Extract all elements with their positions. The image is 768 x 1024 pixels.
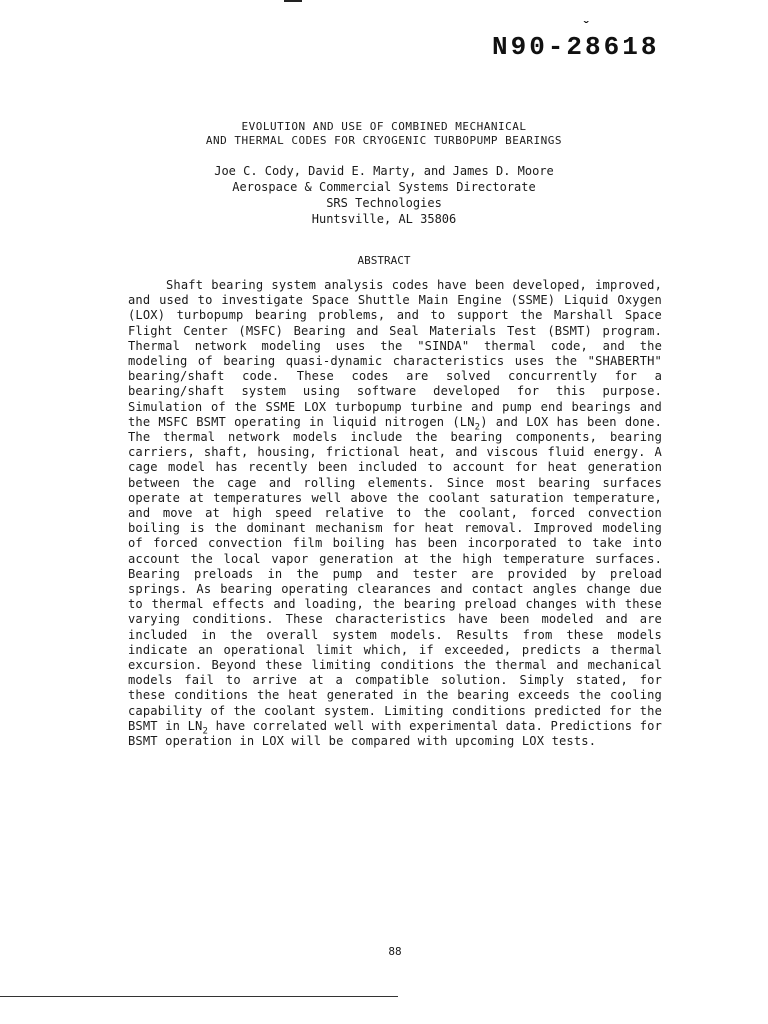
abstract-text-part-3: have correlated well with experimental data. Predictions for BSMT operation in LOX will be compared with upcoming LOX tests. <box>128 718 663 749</box>
subscript-2: 2 <box>202 726 209 737</box>
diacritic-mark: ˇ <box>582 20 594 36</box>
footnote-rule <box>0 996 398 997</box>
subscript-2: 2 <box>474 422 481 433</box>
title-line-2: AND THERMAL CODES FOR CRYOGENIC TURBOPUMP BEARINGS <box>205 134 563 147</box>
author-block <box>0 163 768 227</box>
title-line-1: EVOLUTION AND USE OF COMBINED MECHANICAL <box>241 120 527 133</box>
paper-title <box>0 120 768 148</box>
author-names: Joe C. Cody, David E. Marty, and James D. Moore <box>214 164 554 178</box>
author-affiliation: Aerospace & Commercial Systems Directorate <box>232 180 536 194</box>
abstract-text-part-2: ) and LOX has been done. The thermal network models include the bearing components, bearing carriers, shaft, housing, frictional heat, and viscous fluid energy. A cage model has recently been included to account for heat generation between the cage and rolling elements. Since most bearing surfaces operate at temperatures well above the coolant saturation temperature, and move at high speed relative to the coolant, forced convection boiling is the dominant mechanism for heat removal. Improved modeling of forced convection film boiling has been incorporated to take into account the local vapor generation at the high temperature surfaces. Bearing preloads in the pump and tester are provided by preload springs. As bearing operating clearances and contact angles change due to thermal effects and loading, the bearing preload changes with these varying conditions. These characteristics have been modeled and are included in the overall system models. Results from these models indicate an operational limit which, if exceeded, predicts a thermal excursion. Beyond these limiting conditions the thermal and mechanical models fail to arrive at a compatible solution. Simply stated, for these conditions the heat generated in the bearing exceeds the cooling capability of the coolant system. Limiting conditions predicted for the BSMT in LN <box>128 414 662 733</box>
top-rule <box>284 0 302 2</box>
abstract-text-part-1: Shaft bearing system analysis codes have been developed, improved, and used to investigate Space Shuttle Main Engine (SSME) Liquid Oxygen (LOX) turbopump bearing problems, and to support the Marshall Space Flight Center (MSFC) Bearing and Seal Materials Test (BSMT) program. Thermal network modeling uses the "SINDA" thermal code, and the modeling of bearing quasi-dynamic characteristics uses the "SHABERTH" bearing/shaft code. These codes are solved concurrently for a bearing/shaft system using software developed for this purpose. Simulation of the SSME LOX turbopump turbine and pump end bearings and the MSFC BSMT operating in liquid nitrogen (LN <box>128 278 662 429</box>
page-number: 88 <box>388 945 402 958</box>
abstract-body <box>128 278 662 749</box>
abstract-heading: ABSTRACT <box>357 254 411 267</box>
author-organization: SRS Technologies <box>326 196 442 210</box>
document-number-text: N90-28618 <box>492 32 660 62</box>
document-number <box>492 20 660 62</box>
author-location: Huntsville, AL 35806 <box>311 212 457 226</box>
